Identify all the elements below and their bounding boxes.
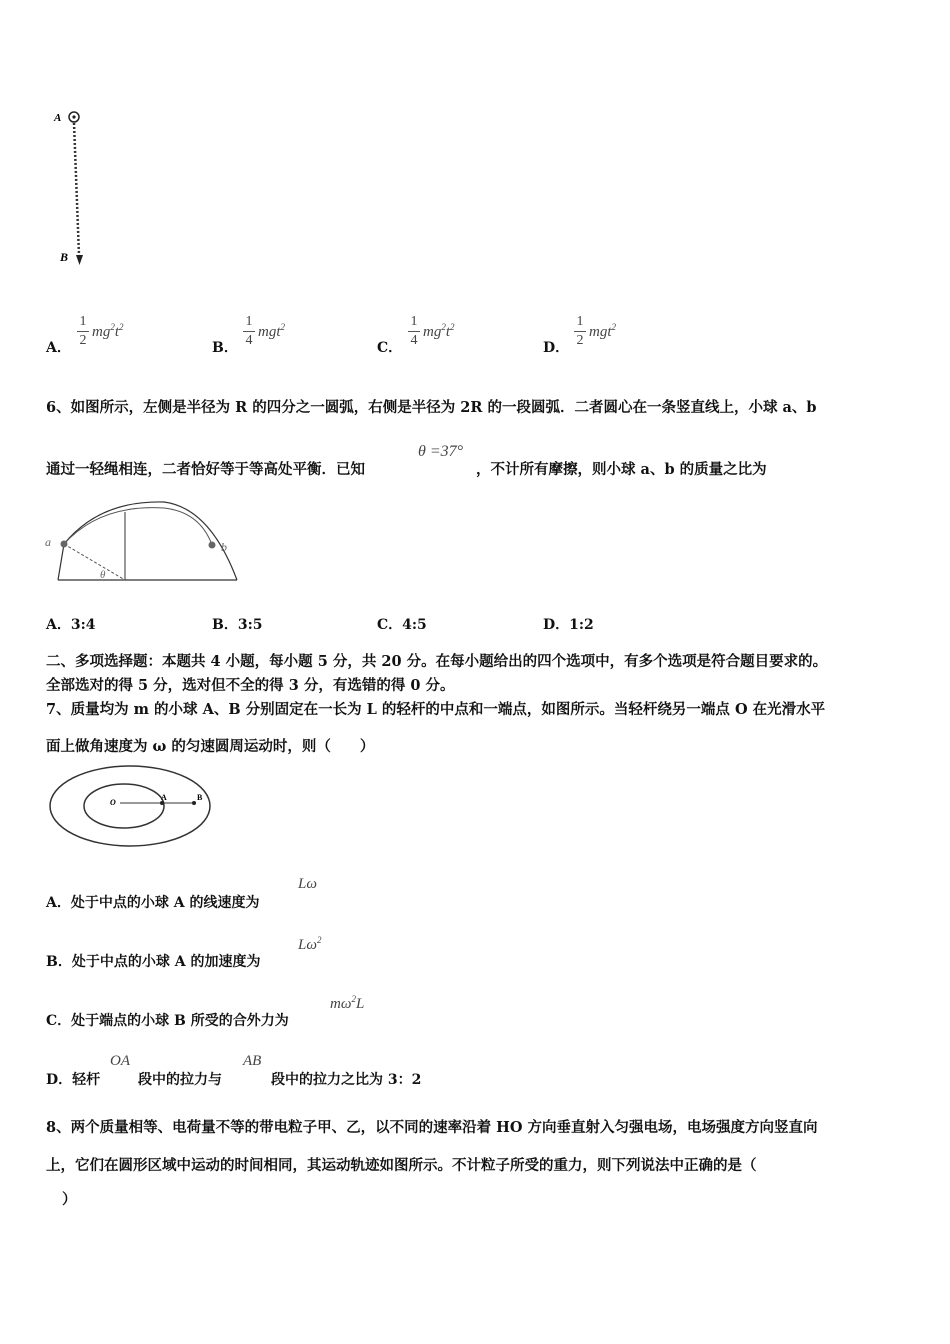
q6-theta-formula: θ =37°: [418, 443, 464, 460]
fig5-label-b: B: [60, 250, 69, 264]
expr-part: mgt: [589, 324, 612, 340]
fraction-numerator: 1: [79, 314, 87, 329]
expr-part: mgt: [258, 324, 281, 340]
expr-sup: 2: [110, 322, 115, 332]
expr-part: mg: [423, 324, 442, 340]
expr-sup: 2: [280, 322, 285, 332]
q6-diagram: [40, 498, 245, 588]
q6-fig-label-theta: θ: [100, 569, 106, 581]
q5-option-fraction: [408, 314, 420, 349]
expr-part: t: [445, 324, 451, 340]
fraction-numerator: 1: [576, 314, 584, 329]
section2-line1: 二、多项选择题：本题共 4 小题，每小题 5 分，共 20 分。在每小题给出的四个选项中，有多个选项是符合题目要求的。: [46, 653, 828, 670]
q7-option-a-text: A．处于中点的小球 A 的线速度为: [46, 895, 260, 911]
q7-option-b-text: B．处于中点的小球 A 的加速度为: [46, 954, 261, 970]
fraction-denominator: 2: [79, 333, 87, 348]
q5-option-expression: [92, 322, 124, 341]
fraction-denominator: 4: [245, 333, 253, 348]
q8-line3: ）: [62, 1191, 77, 1208]
q6-line1: 6、如图所示，左侧是半径为 R 的四分之一圆弧，右侧是半径为 2R 的一段圆弧．二者圆心在一条竖直线上，小球 a、b: [46, 399, 817, 416]
q6-fig-label-a: a: [45, 535, 51, 549]
q5-option-letter: D．: [543, 340, 570, 356]
q6-option-b: B．3:5: [212, 617, 263, 633]
q7-option-c-sup: 2: [351, 994, 356, 1004]
q5-option-letter: A．: [46, 340, 71, 356]
expr-sup: 2: [450, 322, 455, 332]
expr-sup: 2: [119, 322, 124, 332]
q7-fig-label-b: B: [197, 793, 203, 802]
fraction-numerator: 1: [410, 314, 418, 329]
q7-option-a-math: Lω: [298, 876, 317, 892]
q5-option-fraction: [77, 314, 89, 349]
expr-part: t: [114, 324, 120, 340]
q7-fig-label-a: A: [161, 793, 167, 802]
fraction-numerator: 1: [245, 314, 253, 329]
q5-option-fraction: [574, 314, 586, 349]
q6-option-a: A．3:4: [46, 617, 96, 633]
q8-line1: 8、两个质量相等、电荷量不等的带电粒子甲、乙，以不同的速率沿着 HO 方向垂直射入匀强电场，电场强度方向竖直向: [46, 1119, 818, 1136]
fraction-denominator: 2: [576, 333, 584, 348]
q7-option-c-text: C．处于端点的小球 B 所受的合外力为: [46, 1013, 289, 1029]
q7-fig-label-o: O: [110, 798, 116, 807]
q8-line2: 上，它们在圆形区域中运动的时间相同，其运动轨迹如图所示。不计粒子所受的重力，则下列说法中正确的是（: [46, 1157, 757, 1174]
q7-option-d-mid: 段中的拉力与: [138, 1072, 222, 1088]
q6-option-d: D．1:2: [543, 617, 594, 633]
expr-sup: 2: [441, 322, 446, 332]
q7-option-d-post: 段中的拉力之比为 3：2: [271, 1072, 422, 1088]
q7-option-d-ab: AB: [243, 1053, 262, 1069]
fig5-label-a: A: [54, 112, 62, 124]
q7-line2: 面上做角速度为 ω 的匀速圆周运动时，则（ ）: [46, 738, 375, 755]
q5-option-expression: [423, 322, 455, 341]
fig5-diagram: [50, 105, 100, 275]
q5-option-expression: [589, 322, 616, 341]
q7-option-b-sup: 2: [316, 935, 322, 945]
q7-option-d-pre: D．轻杆: [46, 1072, 101, 1088]
q7-option-d-oa: OA: [110, 1053, 130, 1069]
q6-line2-post: ，不计所有摩擦，则小球 a、b 的质量之比为: [476, 461, 767, 478]
q5-option-letter: C．: [377, 340, 403, 356]
q7-diagram: [44, 764, 216, 854]
q6-line2-pre: 通过一轻绳相连，二者恰好等于等高处平衡．已知: [46, 461, 365, 478]
expr-sup: 2: [611, 322, 616, 332]
q5-option-letter: B．: [212, 340, 238, 356]
q5-option-fraction: [243, 314, 255, 349]
q7-option-c-math1: mω: [330, 996, 352, 1012]
q7-option-c-math2: L: [355, 996, 365, 1012]
q7-line1: 7、质量均为 m 的小球 A、B 分别固定在一长为 L 的轻杆的中点和一端点，如图所示。当轻杆绕另一端点 O 在光滑水平: [46, 701, 826, 718]
q7-option-b-math: Lω: [298, 937, 317, 953]
fraction-denominator: 4: [410, 333, 418, 348]
q6-option-c: C．4:5: [377, 617, 427, 633]
section2-line2: 全部选对的得 5 分，选对但不全的得 3 分，有选错的得 0 分。: [46, 677, 455, 694]
expr-part: mg: [92, 324, 111, 340]
q5-option-expression: [258, 322, 285, 341]
q6-fig-label-b: b: [221, 540, 227, 554]
